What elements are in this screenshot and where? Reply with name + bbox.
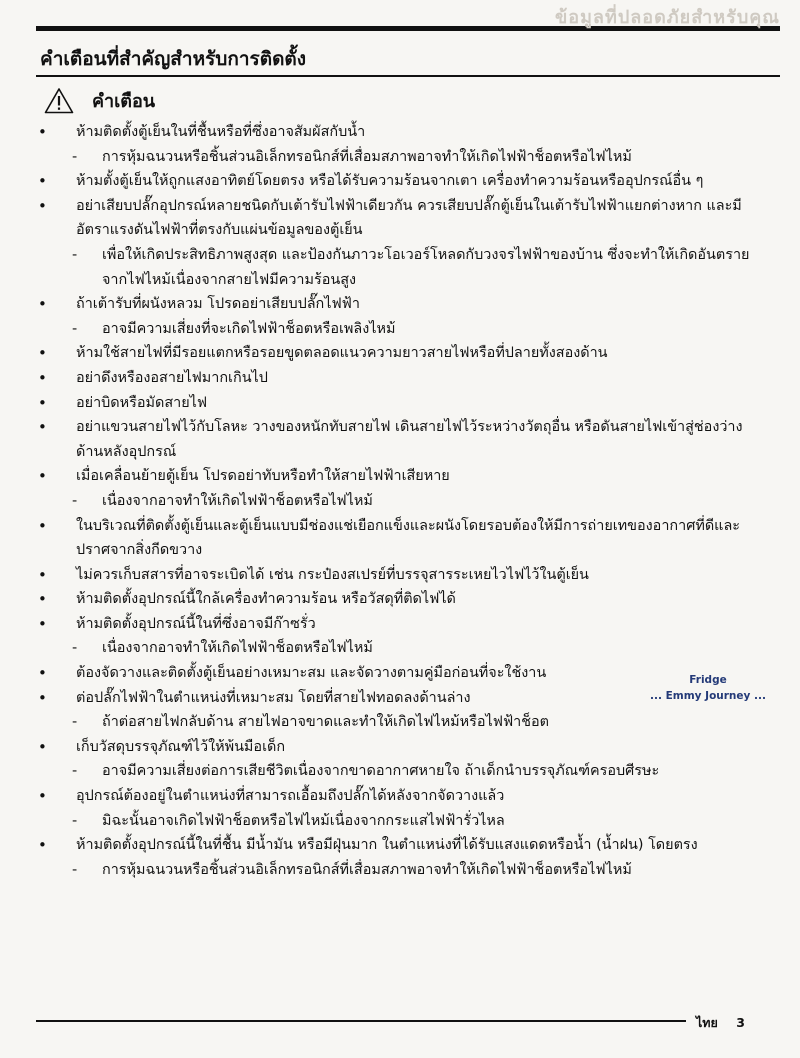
warning-subitem: - เนื่องจากอาจทำให้เกิดไฟฟ้าช็อตหรือไฟไหม้ xyxy=(38,636,764,661)
warning-header xyxy=(44,84,155,116)
warning-subitem: - เพื่อให้เกิดประสิทธิภาพสูงสุด และป้องกันภาวะโอเวอร์โหลดกับวงจรไฟฟ้าของบ้าน ซึ่งจะทำให้เกิดอันตรายจากไฟไหม้เนื่องจากสายไฟมีความร้อนสูง xyxy=(38,243,764,292)
margin-note-line: Fridge xyxy=(689,674,727,686)
margin-note-line: ... Emmy Journey ... xyxy=(649,690,766,702)
warning-item: • ห้ามติดตั้งอุปกรณ์นี้ใกล้เครื่องทำความร้อน หรือวัสดุที่ติดไฟได้ xyxy=(38,587,764,612)
warning-item: • อย่าแขวนสายไฟไว้กับโลหะ วางของหนักทับสายไฟ เดินสายไฟไว้ระหว่างวัตถุอื่น หรือดันสายไฟเข้าสู่ช่องว่างด้านหลังอุปกรณ์ xyxy=(38,415,764,464)
margin-note xyxy=(648,672,768,704)
warning-item: • ไม่ควรเก็บสสารที่อาจระเบิดได้ เช่น กระป๋องสเปรย์ที่บรรจุสารระเหยไวไฟไว้ในตู้เย็น xyxy=(38,563,764,588)
warning-item: • ห้ามใช้สายไฟที่มีรอยแตกหรือรอยขูดตลอดแนวความยาวสายไฟหรือที่ปลายทั้งสองด้าน xyxy=(38,341,764,366)
title-rule xyxy=(36,75,780,77)
warning-subitem: - อาจมีความเสี่ยงที่จะเกิดไฟฟ้าช็อตหรือเพลิงไหม้ xyxy=(38,317,764,342)
warning-item: • เก็บวัสดุบรรจุภัณฑ์ไว้ให้พ้นมือเด็ก xyxy=(38,735,764,760)
warning-title: คำเตือน xyxy=(92,90,156,112)
warning-triangle-icon xyxy=(44,87,74,114)
warning-subitem: - ถ้าต่อสายไฟกลับด้าน สายไฟอาจขาดและทำให้เกิดไฟไหม้หรือไฟฟ้าช็อต xyxy=(38,710,764,735)
warning-item: • อย่าบิดหรือมัดสายไฟ xyxy=(38,391,764,416)
warning-item: • ห้ามติดตั้งอุปกรณ์นี้ในที่ซึ่งอาจมีก๊าซรั่ว xyxy=(38,612,764,637)
page-footer xyxy=(696,1013,745,1033)
bleed-through-header: ข้อมูลที่ปลอดภัยสำหรับคุณ xyxy=(554,7,780,28)
warning-subitem: - อาจมีความเสี่ยงต่อการเสียชีวิตเนื่องจากขาดอากาศหายใจ ถ้าเด็กนำบรรจุภัณฑ์ครอบศีรษะ xyxy=(38,759,764,784)
section-title: คำเตือนที่สำคัญสำหรับการติดตั้ง xyxy=(40,48,307,70)
footer-language: ไทย xyxy=(696,1015,718,1030)
warning-item: • ต่อปลั๊กไฟฟ้าในตำแหน่งที่เหมาะสม โดยที่สายไฟทอดลงด้านล่าง xyxy=(38,686,764,711)
page-number: 3 xyxy=(736,1015,745,1030)
bottom-rule xyxy=(36,1020,686,1022)
warning-item: • ห้ามติดตั้งอุปกรณ์นี้ในที่ชื้น มีน้ำมัน หรือมีฝุ่นมาก ในตำแหน่งที่ได้รับแสงแดดหรือน้ำ (น้ำฝน) โดยตรง xyxy=(38,833,764,858)
warning-item: • อย่าดึงหรืองอสายไฟมากเกินไป xyxy=(38,366,764,391)
warning-subitem: - มิฉะนั้นอาจเกิดไฟฟ้าช็อตหรือไฟไหม้เนื่องจากกระแสไฟฟ้ารั่วไหล xyxy=(38,809,764,834)
warning-item: • ห้ามติดตั้งตู้เย็นในที่ชื้นหรือที่ซึ่งอาจสัมผัสกับน้ำ xyxy=(38,120,764,145)
warning-item: • ห้ามตั้งตู้เย็นให้ถูกแสงอาทิตย์โดยตรง หรือได้รับความร้อนจากเตา เครื่องทำความร้อนหรืออุปกรณ์อื่น ๆ xyxy=(38,169,764,194)
warning-item: • ในบริเวณที่ติดตั้งตู้เย็นและตู้เย็นแบบมีช่องแช่เยือกแข็งและผนังโดยรอบต้องให้มีการถ่ายเทของอากาศที่ดีและปราศจากสิ่งกีดขวาง xyxy=(38,514,764,563)
warning-item: • ถ้าเต้ารับที่ผนังหลวม โปรดอย่าเสียบปลั๊กไฟฟ้า xyxy=(38,292,764,317)
warning-item: • อุปกรณ์ต้องอยู่ในตำแหน่งที่สามารถเอื้อมถึงปลั๊กได้หลังจากจัดวางแล้ว xyxy=(38,784,764,809)
warning-item: • อย่าเสียบปลั๊กอุปกรณ์หลายชนิดกับเต้ารับไฟฟ้าเดียวกัน ควรเสียบปลั๊กตู้เย็นในเต้ารับไฟฟ้าแยกต่างหาก และมีอัตราแรงดันไฟฟ้าที่ตรงกับแผ่นข้อมูลของตู้เย็น xyxy=(38,194,764,243)
warning-list xyxy=(38,120,764,882)
warning-subitem: - การหุ้มฉนวนหรือชิ้นส่วนอิเล็กทรอนิกส์ที่เสื่อมสภาพอาจทำให้เกิดไฟฟ้าช็อตหรือไฟไหม้ xyxy=(38,145,764,170)
warning-subitem: - เนื่องจากอาจทำให้เกิดไฟฟ้าช็อตหรือไฟไหม้ xyxy=(38,489,764,514)
warning-subitem: - การหุ้มฉนวนหรือชิ้นส่วนอิเล็กทรอนิกส์ที่เสื่อมสภาพอาจทำให้เกิดไฟฟ้าช็อตหรือไฟไหม้ xyxy=(38,858,764,883)
warning-item: • ต้องจัดวางและติดตั้งตู้เย็นอย่างเหมาะสม และจัดวางตามคู่มือก่อนที่จะใช้งาน xyxy=(38,661,764,686)
warning-item: • เมื่อเคลื่อนย้ายตู้เย็น โปรดอย่าทับหรือทำให้สายไฟฟ้าเสียหาย xyxy=(38,464,764,489)
